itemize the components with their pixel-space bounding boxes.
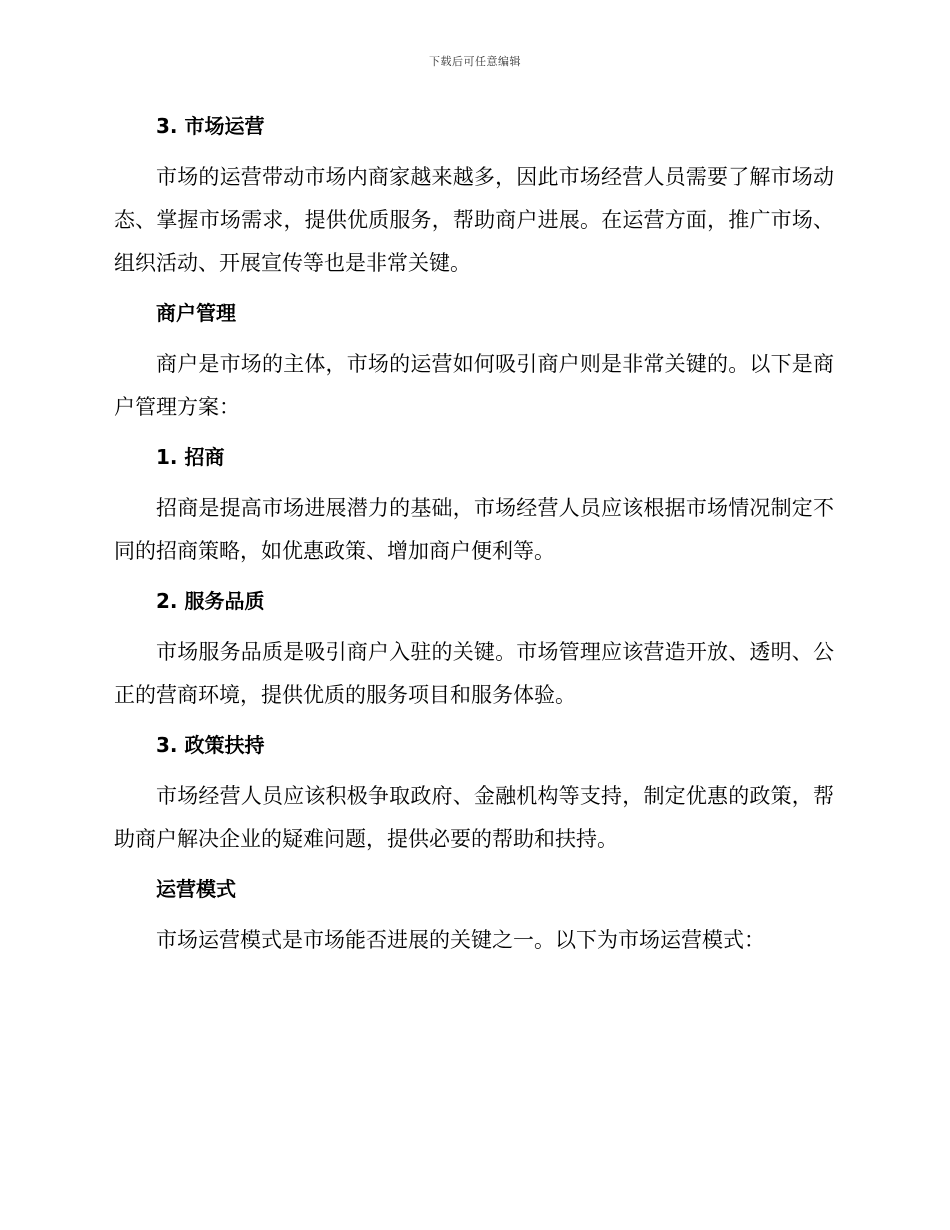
section-heading-market-operation: 3. 市场运营 [156,114,265,138]
section-paragraph-operation-mode: 市场运营模式是市场能否进展的关键之一。以下为市场运营模式： [156,928,765,952]
section-paragraph-market-operation: 市场的运营带动市场内商家越来越多，因此市场经营人员需要了解市场动态、掌握市场需求，提供优质服务，帮助商户进展。在运营方面，推广市场、组织活动、开展宣传等也是非常关键。 [114,165,834,275]
section-paragraph-service-quality: 市场服务品质是吸引商户入驻的关键。市场管理应该营造开放、透明、公正的营商环境，提供优质的服务项目和服务体验。 [114,640,834,707]
section-paragraph-policy-support: 市场经营人员应该积极争取政府、金融机构等支持，制定优惠的政策，帮助商户解决企业的疑难问题，提供必要的帮助和扶持。 [114,784,834,851]
section-heading-operation-mode: 运营模式 [156,877,236,901]
section-paragraph-investment: 招商是提高市场进展潜力的基础，市场经营人员应该根据市场情况制定不同的招商策略，如优惠政策、增加商户便利等。 [114,496,834,563]
section-paragraph-merchant-management: 商户是市场的主体，市场的运营如何吸引商户则是非常关键的。以下是商户管理方案： [114,352,834,419]
section-heading-service-quality: 2. 服务品质 [156,589,265,613]
section-heading-policy-support: 3. 政策扶持 [156,733,265,757]
section-heading-merchant-management: 商户管理 [156,301,236,325]
page-header: 下载后可任意编辑 [429,55,521,68]
document-body [114,108,834,962]
section-heading-investment: 1. 招商 [156,445,225,469]
